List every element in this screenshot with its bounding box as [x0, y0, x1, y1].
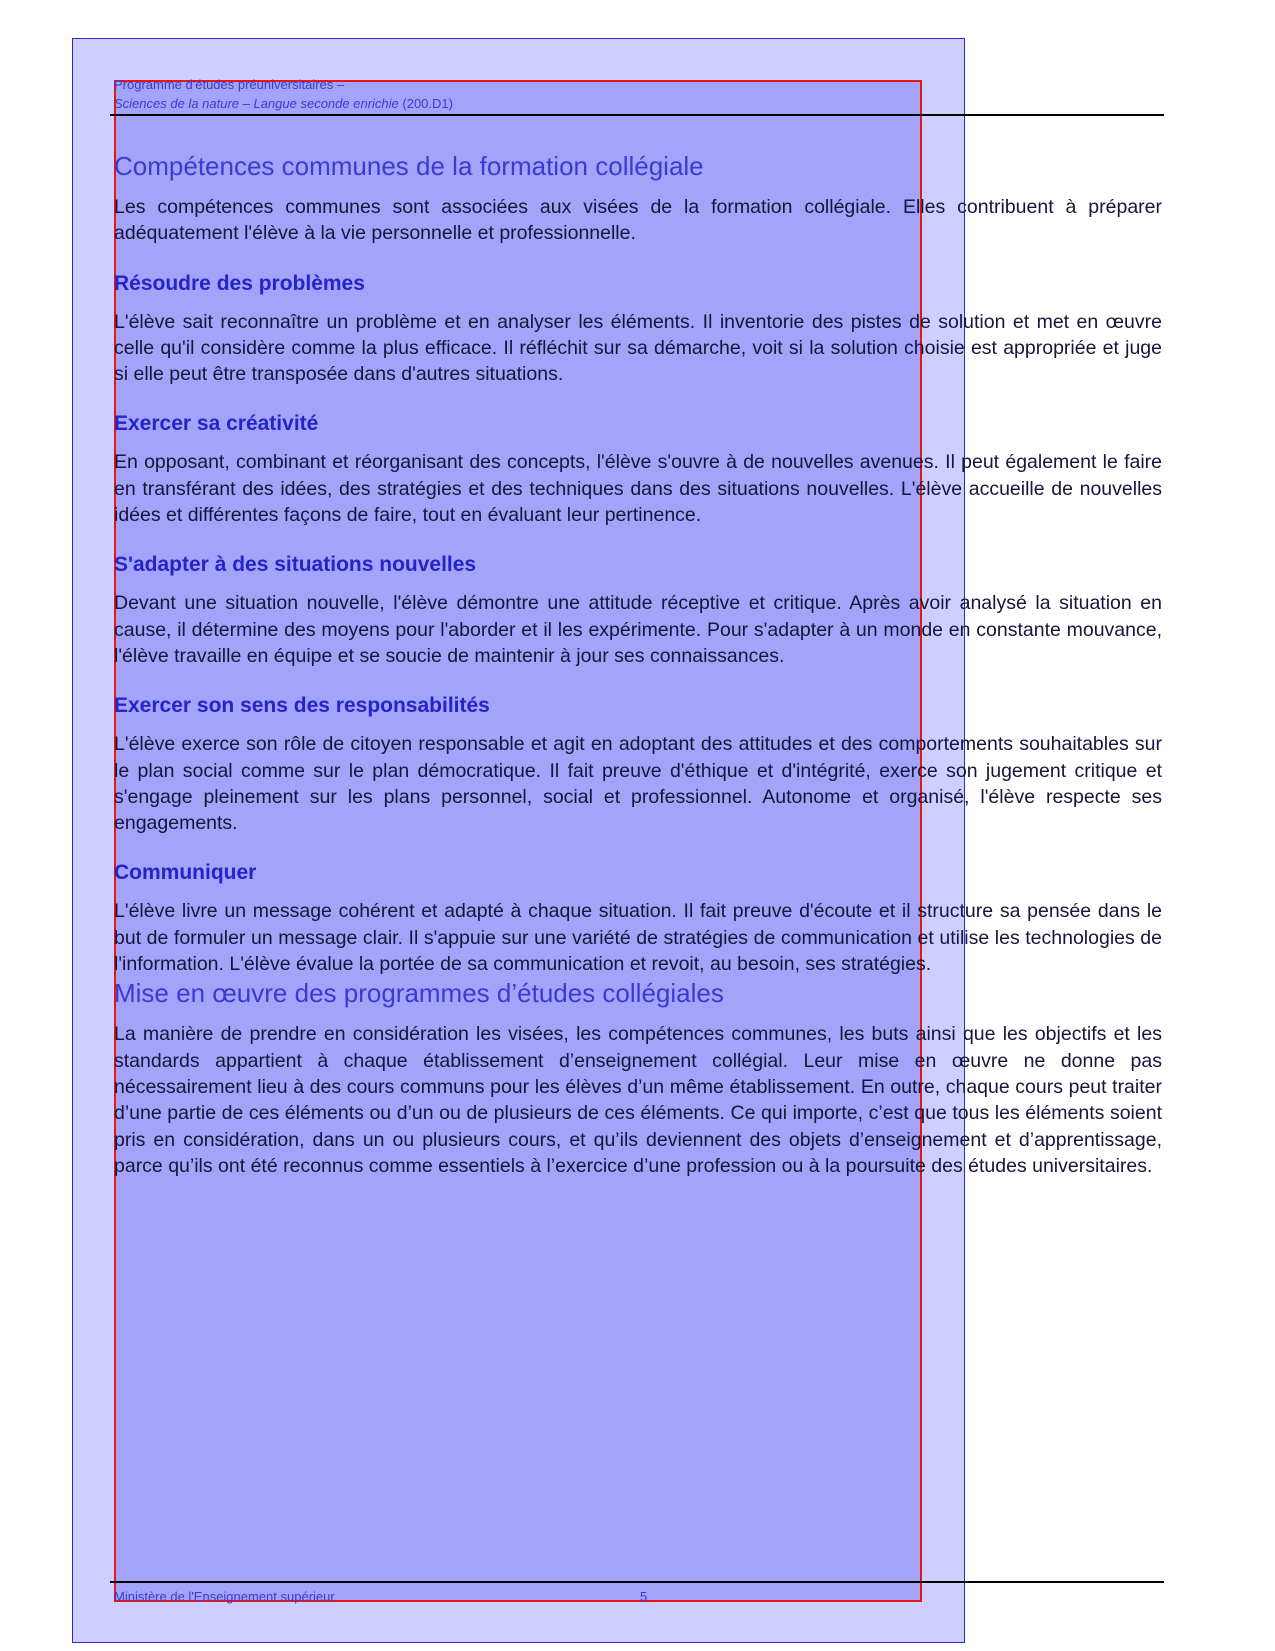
page-content — [114, 150, 1162, 1179]
section-intro: Les compétences communes sont associées aux visées de la formation collégiale. Elles contribuent à préparer adéquatement l'élève à la vie personnelle et professionnelle. — [114, 196, 1162, 245]
header-rule — [110, 114, 1164, 116]
paragraph-adapter: Devant une situation nouvelle, l'élève démontre une attitude réceptive et critique. Après avoir analysé la situation en cause, il détermine des moyens pour l'aborder et il les expérimente. Pour s'adapter à un monde en constante mouvance, l'élève travaille en équipe et se soucie de maintenir à jour ses connaissances. — [114, 592, 1162, 667]
section-title-mise-en-oeuvre: Mise en œuvre des programmes d’études collégiales — [114, 978, 724, 1009]
page-number: 5 — [640, 1589, 648, 1604]
paragraph-resoudre: L'élève sait reconnaître un problème et en analyser les éléments. Il inventorie des pistes de solution et met en œuvre celle qu'il considère comme la plus efficace. Il réfléchit sur sa démarche, voit si la solution choisie est appropriée et juge si elle peut être transposée dans d'autres situations. — [114, 310, 1162, 386]
subheading-responsabilites: Exercer son sens des responsabilités — [114, 694, 490, 718]
subheading-adapter: S'adapter à des situations nouvelles — [114, 553, 477, 577]
subheading-creativite: Exercer sa créativité — [114, 412, 319, 436]
program-code: (200.D1) — [402, 96, 453, 111]
subheading-communiquer: Communiquer — [114, 861, 257, 885]
paragraph-responsabilites: L'élève exerce son rôle de citoyen responsable et agit en adoptant des attitudes et des comportements souhaitables sur le plan social comme sur le plan démocratique. Il fait preuve d'éthique et d'intégrité, exerce son jugement critique et s'engage pleinement sur les plans personnel, social et professionnel. Autonome et organisé, l'élève respecte ses engagements. — [114, 733, 1162, 835]
running-header-line-1: Programme d'études préuniversitaires – — [114, 77, 345, 92]
subheading-resoudre: Résoudre des problèmes — [114, 271, 365, 295]
footer-rule — [110, 1581, 1164, 1583]
section-title-competences: Compétences communes de la formation collégiale — [114, 151, 704, 181]
paragraph-mise-en-oeuvre: La manière de prendre en considération les visées, les compétences communes, les buts ainsi que les objectifs et les standards appartient à chaque établissement d’enseignement collégial. Leur mise en œuvre ne donne pas nécessairement lieu à des cours communs pour les élèves d’un même établissement. En outre, chaque cours peut traiter d’une partie de ces éléments ou d’un ou de plusieurs de ces éléments. Ce qui importe, c’est que tous les éléments soient pris en considération, dans un ou plusieurs cours, et qu’ils deviennent des objets d’enseignement et d’apprentissage, parce qu’ils ont été reconnus comme essentiels à l’exercice d’une profession ou à la poursuite des études universitaires. — [114, 1023, 1162, 1177]
footer-ministry: Ministère de l'Enseignement supérieur — [114, 1589, 335, 1604]
paragraph-communiquer: L'élève livre un message cohérent et adapté à chaque situation. Il fait preuve d'écoute et il structure sa pensée dans le but de formuler un message clair. Il s'appuie sur une variété de stratégies de communication et utilise les technologies de l'information. L'élève évalue la portée de sa communication et revoit, au besoin, ses stratégies. — [114, 900, 1162, 976]
running-header-line-2 — [114, 96, 453, 112]
paragraph-creativite: En opposant, combinant et réorganisant des concepts, l'élève s'ouvre à de nouvelles avenues. Il peut également le faire en transférant des idées, des stratégies et des techniques dans des situations nouvelles. L'élève accueille de nouvelles idées et différentes façons de faire, tout en évaluant leur pertinence. — [114, 451, 1162, 527]
program-name: Sciences de la nature – Langue seconde enrichie — [114, 96, 399, 111]
